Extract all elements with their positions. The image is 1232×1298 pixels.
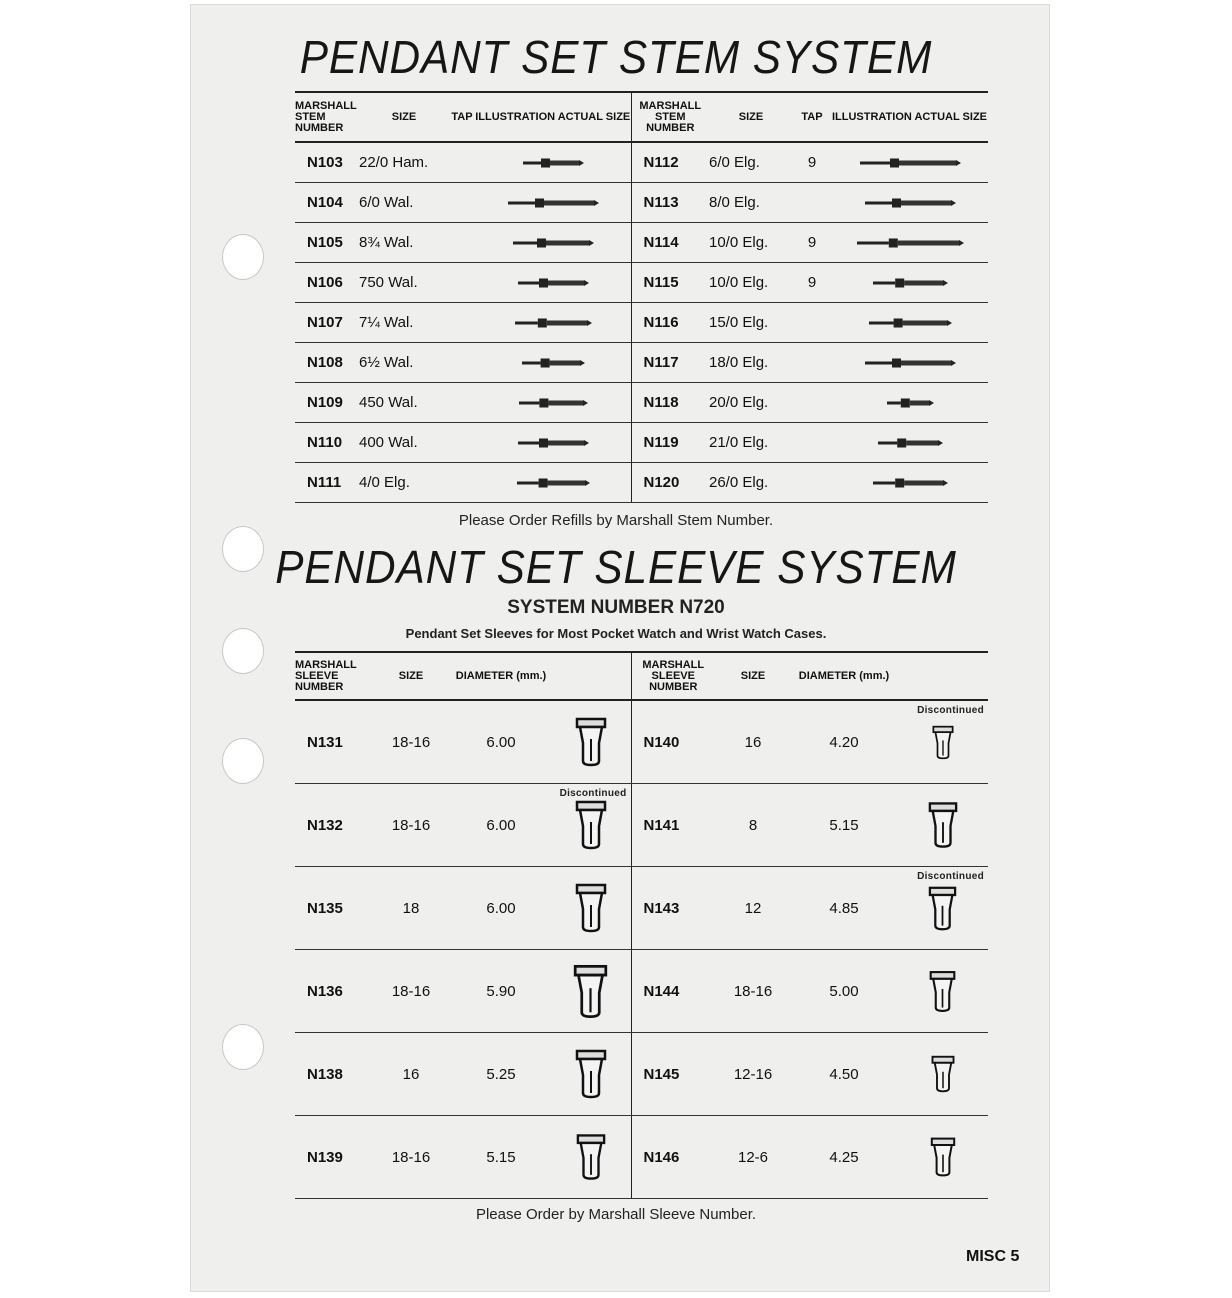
sleeve-number: N139 (295, 1116, 371, 1199)
sleeve-number: N132 (295, 784, 371, 867)
stem-size: 6½ Wal. (359, 343, 449, 383)
sleeve-table (295, 651, 988, 1199)
sleeve-illustration (551, 867, 631, 950)
stem-illustration (831, 183, 988, 223)
col-header-size: SIZE (715, 652, 791, 700)
stem-illustration-icon (850, 277, 970, 289)
table-row (295, 343, 988, 383)
stem-number: N119 (631, 423, 709, 463)
sleeve-illustration-icon (932, 725, 954, 760)
stem-illustration (831, 383, 988, 423)
binder-hole (222, 234, 264, 280)
stem-tap (793, 183, 831, 223)
stem-tap (449, 223, 475, 263)
table-row (295, 867, 988, 950)
sleeve-illustration (551, 784, 631, 867)
stem-tap (793, 383, 831, 423)
sleeve-size: 18 (371, 867, 451, 950)
stem-illustration-icon (850, 157, 970, 169)
stem-illustration (831, 303, 988, 343)
sleeve-diameter: 4.25 (791, 1116, 897, 1199)
sleeve-number: N145 (631, 1033, 715, 1116)
col-header-stem-number: MARSHALL STEM NUMBER (295, 92, 359, 142)
sleeve-diameter: 6.00 (451, 867, 551, 950)
stem-number: N106 (295, 263, 359, 303)
sleeve-number: N138 (295, 1033, 371, 1116)
col-header-blank (551, 652, 631, 700)
stem-number: N108 (295, 343, 359, 383)
stem-tap (793, 463, 831, 503)
sleeve-number: N143 (631, 867, 715, 950)
table-row (295, 700, 988, 784)
stem-tap (793, 423, 831, 463)
sleeve-illustration-icon (928, 801, 958, 849)
stem-illustration (831, 463, 988, 503)
stem-illustration (475, 383, 631, 423)
stem-size: 8¾ Wal. (359, 223, 449, 263)
stem-illustration-icon (493, 237, 613, 249)
binder-hole (222, 738, 264, 784)
stem-tap: 9 (793, 223, 831, 263)
col-header-illustration: ILLUSTRATION ACTUAL SIZE (475, 92, 631, 142)
page-label: MISC 5 (966, 1248, 1020, 1265)
sleeve-size: 18-16 (371, 1116, 451, 1199)
stem-illustration-icon (493, 157, 613, 169)
stem-size: 6/0 Wal. (359, 183, 449, 223)
col-header-diameter: DIAMETER (mm.) (451, 652, 551, 700)
sleeve-diameter: 5.00 (791, 950, 897, 1033)
stem-tap (449, 263, 475, 303)
sleeve-size: 12 (715, 867, 791, 950)
table-row (295, 463, 988, 503)
stem-illustration (831, 223, 988, 263)
stem-illustration-icon (493, 197, 613, 209)
sleeve-illustration (551, 700, 631, 784)
stem-tap: 9 (793, 142, 831, 183)
stem-illustration-icon (850, 397, 970, 409)
stem-illustration (475, 263, 631, 303)
sleeve-illustration-icon (930, 1137, 956, 1177)
col-header-size: SIZE (359, 92, 449, 142)
stem-size: 7¼ Wal. (359, 303, 449, 343)
stem-illustration-icon (850, 237, 970, 249)
stem-number: N118 (631, 383, 709, 423)
stem-tap (449, 423, 475, 463)
stem-number: N120 (631, 463, 709, 503)
sleeve-diameter: 4.50 (791, 1033, 897, 1116)
sleeve-diameter: 6.00 (451, 700, 551, 784)
binder-hole (222, 1024, 264, 1070)
col-header-tap: TAP (793, 92, 831, 142)
sleeve-size: 12-6 (715, 1116, 791, 1199)
stem-illustration (475, 303, 631, 343)
sleeve-illustration (897, 1033, 988, 1116)
col-header-stem-number: MARSHALL STEM NUMBER (631, 92, 709, 142)
sleeve-illustration (897, 784, 988, 867)
sleeve-illustration-icon (575, 717, 607, 767)
stem-illustration-icon (493, 317, 613, 329)
stem-size: 450 Wal. (359, 383, 449, 423)
stem-illustration (831, 343, 988, 383)
stem-number: N117 (631, 343, 709, 383)
sleeve-number: N144 (631, 950, 715, 1033)
sleeve-illustration-icon (575, 800, 607, 850)
sleeve-illustration (551, 950, 631, 1033)
stem-illustration (475, 142, 631, 183)
stem-size: 10/0 Elg. (709, 263, 793, 303)
discontinued-note: Discontinued (917, 705, 984, 716)
sleeve-illustration-icon (575, 1049, 607, 1099)
stem-number: N110 (295, 423, 359, 463)
stem-illustration-icon (850, 197, 970, 209)
sleeve-number: N135 (295, 867, 371, 950)
stem-size: 20/0 Elg. (709, 383, 793, 423)
sleeve-illustration-icon (573, 964, 608, 1019)
sleeve-size: 8 (715, 784, 791, 867)
stem-number: N104 (295, 183, 359, 223)
table-row (295, 142, 988, 183)
stem-illustration-icon (850, 357, 970, 369)
stem-number: N105 (295, 223, 359, 263)
sleeve-diameter: 4.85 (791, 867, 897, 950)
stem-number: N115 (631, 263, 709, 303)
stem-tap (449, 303, 475, 343)
stem-illustration (831, 263, 988, 303)
stem-number: N103 (295, 142, 359, 183)
sleeve-size: 16 (715, 700, 791, 784)
discontinued-note: Discontinued (559, 788, 627, 799)
table-row (295, 263, 988, 303)
stem-number: N107 (295, 303, 359, 343)
sleeve-number: N141 (631, 784, 715, 867)
sleeve-diameter: 5.15 (451, 1116, 551, 1199)
sleeve-illustration (897, 700, 988, 784)
sleeve-illustration-icon (576, 1133, 606, 1181)
stem-size: 4/0 Elg. (359, 463, 449, 503)
stem-size: 15/0 Elg. (709, 303, 793, 343)
stem-illustration-icon (493, 477, 613, 489)
stem-size: 6/0 Elg. (709, 142, 793, 183)
col-header-sleeve-number: MARSHALL SLEEVE NUMBER (631, 652, 715, 700)
sleeve-system-title: PENDANT SET SLEEVE SYSTEM (275, 541, 957, 593)
sleeve-number: N140 (631, 700, 715, 784)
sleeve-illustration-icon (575, 883, 607, 933)
stem-size: 26/0 Elg. (709, 463, 793, 503)
sleeve-size: 18-16 (371, 784, 451, 867)
table-row (295, 950, 988, 1033)
stem-illustration (475, 183, 631, 223)
table-row (295, 784, 988, 867)
stem-size: 750 Wal. (359, 263, 449, 303)
stem-table (295, 91, 988, 503)
stem-tap (449, 383, 475, 423)
sleeve-illustration (897, 1116, 988, 1199)
sleeve-illustration (551, 1033, 631, 1116)
stem-illustration-icon (850, 477, 970, 489)
table-row (295, 423, 988, 463)
col-header-tap: TAP (449, 92, 475, 142)
sleeve-illustration (551, 1116, 631, 1199)
stem-size: 8/0 Elg. (709, 183, 793, 223)
sleeve-illustration-icon (929, 970, 956, 1013)
stem-illustration-icon (493, 437, 613, 449)
discontinued-note: Discontinued (917, 871, 984, 882)
sleeve-system-subtitle: SYSTEM NUMBER N720 (507, 597, 725, 618)
col-header-diameter: DIAMETER (mm.) (791, 652, 897, 700)
stem-tap: 9 (793, 263, 831, 303)
sleeve-diameter: 5.90 (451, 950, 551, 1033)
stem-illustration-icon (850, 437, 970, 449)
table-row (295, 223, 988, 263)
stem-illustration-icon (493, 397, 613, 409)
table-row (295, 1116, 988, 1199)
stem-size: 18/0 Elg. (709, 343, 793, 383)
stem-tap (449, 343, 475, 383)
sleeve-number: N146 (631, 1116, 715, 1199)
table-row (295, 303, 988, 343)
stem-tap (793, 303, 831, 343)
sleeve-illustration (897, 867, 988, 950)
col-header-size: SIZE (709, 92, 793, 142)
stem-number: N114 (631, 223, 709, 263)
stem-number: N109 (295, 383, 359, 423)
sleeve-diameter: 5.15 (791, 784, 897, 867)
stem-illustration (831, 142, 988, 183)
col-header-size: SIZE (371, 652, 451, 700)
stem-number: N112 (631, 142, 709, 183)
stem-footnote: Please Order Refills by Marshall Stem Number. (458, 512, 774, 529)
stem-number: N111 (295, 463, 359, 503)
sleeve-size: 18-16 (371, 950, 451, 1033)
stem-tap (449, 463, 475, 503)
sleeve-size: 16 (371, 1033, 451, 1116)
col-header-blank (897, 652, 988, 700)
sleeve-size: 12-16 (715, 1033, 791, 1116)
stem-tap (793, 343, 831, 383)
stem-size: 21/0 Elg. (709, 423, 793, 463)
table-row (295, 383, 988, 423)
sleeve-illustration-icon (931, 1055, 955, 1093)
stem-illustration (831, 423, 988, 463)
stem-illustration (475, 463, 631, 503)
stem-illustration-icon (493, 357, 613, 369)
stem-illustration (475, 343, 631, 383)
sleeve-size: 18-16 (371, 700, 451, 784)
stem-size: 22/0 Ham. (359, 142, 449, 183)
sleeve-diameter: 6.00 (451, 784, 551, 867)
sleeve-system-description: Pendant Set Sleeves for Most Pocket Watch and Wrist Watch Cases. (405, 626, 827, 641)
stem-tap (449, 183, 475, 223)
stem-illustration-icon (850, 317, 970, 329)
table-row (295, 1033, 988, 1116)
sleeve-number: N131 (295, 700, 371, 784)
sleeve-illustration-icon (928, 886, 957, 931)
sleeve-diameter: 5.25 (451, 1033, 551, 1116)
stem-illustration (475, 423, 631, 463)
sleeve-footnote: Please Order by Marshall Sleeve Number. (475, 1206, 757, 1223)
col-header-illustration: ILLUSTRATION ACTUAL SIZE (831, 92, 988, 142)
stem-system-title: PENDANT SET STEM SYSTEM (299, 31, 933, 83)
sleeve-diameter: 4.20 (791, 700, 897, 784)
stem-illustration-icon (493, 277, 613, 289)
table-row (295, 183, 988, 223)
sleeve-number: N136 (295, 950, 371, 1033)
sleeve-size: 18-16 (715, 950, 791, 1033)
stem-number: N113 (631, 183, 709, 223)
stem-tap (449, 142, 475, 183)
col-header-sleeve-number: MARSHALL SLEEVE NUMBER (295, 652, 371, 700)
stem-size: 400 Wal. (359, 423, 449, 463)
sleeve-illustration (897, 950, 988, 1033)
stem-size: 10/0 Elg. (709, 223, 793, 263)
stem-illustration (475, 223, 631, 263)
stem-number: N116 (631, 303, 709, 343)
